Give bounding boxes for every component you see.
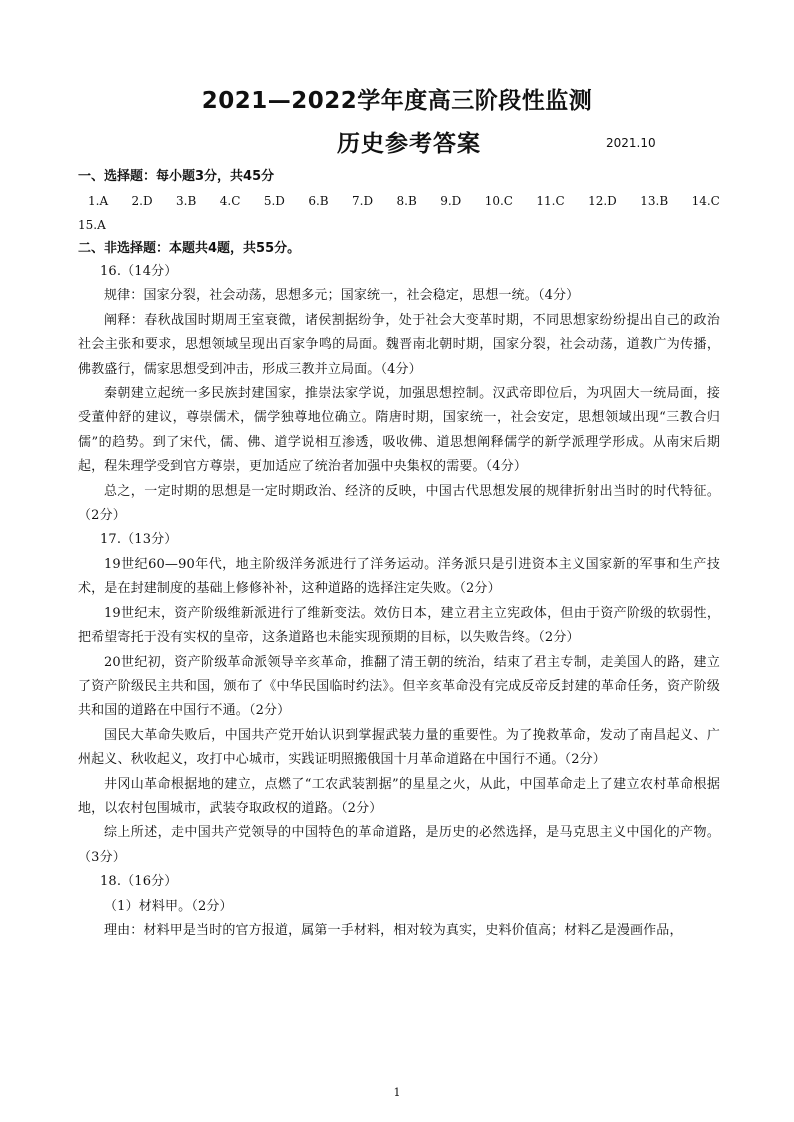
question-label-18: 18.（16分）: [100, 874, 178, 890]
document-date: 2021.10: [606, 136, 656, 150]
answer-paragraph: 总之，一定时期的思想是一定时期政治、经济的反映，中国古代思想发展的规律折射出当时的时代特征。（2分）: [78, 483, 720, 524]
choice-answer: 11.C: [536, 194, 565, 208]
choice-answer: 14.C: [691, 194, 720, 208]
choice-answer: 8.B: [396, 194, 417, 208]
answer-paragraph: （1）材料甲。（2分）: [104, 898, 233, 914]
answer-paragraph: 秦朝建立起统一多民族封建国家，推崇法家学说，加强思想控制。汉武帝即位后，为巩固大一统局面，接受董仲舒的建议，尊崇儒术，儒学独尊地位确立。隋唐时期，国家统一，社会安定，思想领域出现“三教合归儒”的趋势。到了宋代，儒、佛、道学说相互渗透，吸收佛、道思想阐释儒学的新学派理学形成。从南宋后期起，程朱理学受到官方尊崇，更加适应了统治者加强中央集权的需要。（4分）: [78, 386, 720, 475]
answer-paragraph: 理由：材料甲是当时的官方报道，属第一手材料，相对较为真实，史料价值高；材料乙是漫画作品，: [104, 922, 683, 938]
choice-answer: 13.B: [640, 194, 669, 208]
answer-paragraph: 20世纪初，资产阶级革命派领导辛亥革命，推翻了清王朝的统治，结束了君主专制，走美国人的路，建立了资产阶级民主共和国，颁布了《中华民国临时约法》。但辛亥革命没有完成反帝反封建的革命任务，资产阶级共和国的道路在中国行不通。（2分）: [78, 654, 720, 719]
choice-answer: 10.C: [484, 194, 513, 208]
choice-answer-last: 15.A: [78, 218, 106, 232]
section-heading-choice: 一、选择题：每小题3分，共45分: [78, 169, 275, 184]
choice-answers-row: [78, 188, 720, 214]
choice-answer: 9.D: [440, 194, 462, 208]
answer-paragraph: 规律：国家分裂，社会动荡，思想多元；国家统一，社会稳定，思想一统。（4分）: [104, 288, 580, 304]
answer-body: [78, 164, 720, 943]
choice-answer: 6.B: [308, 194, 329, 208]
answer-paragraph: 阐释：春秋战国时期周王室衰微，诸侯割据纷争，处于社会大变革时期，不同思想家纷纷提出自己的政治社会主张和要求，思想领域呈现出百家争鸣的局面。魏晋南北朝时期，国家分裂，社会动荡，道教广为传播，佛教盛行，儒家思想受到冲击，形成三教并立局面。（4分）: [78, 312, 720, 377]
answer-paragraph: 19世纪末，资产阶级维新派进行了维新变法。效仿日本，建立君主立宪政体，但由于资产阶级的软弱性，把希望寄托于没有实权的皇帝，这条道路也未能实现预期的目标，以失败告终。（2分）: [78, 605, 720, 646]
choice-answer: 1.A: [88, 194, 109, 208]
answer-paragraph: 19世纪60—90年代，地主阶级洋务派进行了洋务运动。洋务派只是引进资本主义国家新的军事和生产技术，是在封建制度的基础上修修补补，这种道路的选择注定失败。（2分）: [78, 556, 720, 597]
answer-paragraph: 综上所述，走中国共产党领导的中国特色的革命道路，是历史的必然选择，是马克思主义中国化的产物。（3分）: [78, 825, 720, 865]
answer-paragraph: 国民大革命失败后，中国共产党开始认识到掌握武装力量的重要性。为了挽救革命，发动了南昌起义、广州起义、秋收起义，攻打中心城市，实践证明照搬俄国十月革命道路在中国行不通。（2分）: [78, 727, 720, 768]
choice-answer: 12.D: [588, 194, 617, 208]
page-number: 1: [393, 1086, 401, 1099]
answer-paragraph: 井冈山革命根据地的建立，点燃了“工农武装割据”的星星之火，从此，中国革命走上了建立农村革命根据地，以农村包围城市，武装夺取政权的道路。（2分）: [78, 776, 720, 816]
choice-answer: 7.D: [352, 194, 374, 208]
document-subtitle: 历史参考答案: [337, 131, 481, 157]
section-heading-essay: 二、非选择题：本题共4题，共55分。: [78, 241, 301, 256]
choice-answer: 3.B: [176, 194, 197, 208]
choice-answer: 5.D: [263, 194, 285, 208]
question-label-17: 17.（13分）: [100, 532, 178, 548]
choice-answer: 2.D: [131, 194, 153, 208]
choice-answer: 4.C: [219, 194, 241, 208]
question-label-16: 16.（14分）: [100, 264, 178, 279]
document-title: 2021—2022学年度高三阶段性监测: [201, 88, 593, 114]
